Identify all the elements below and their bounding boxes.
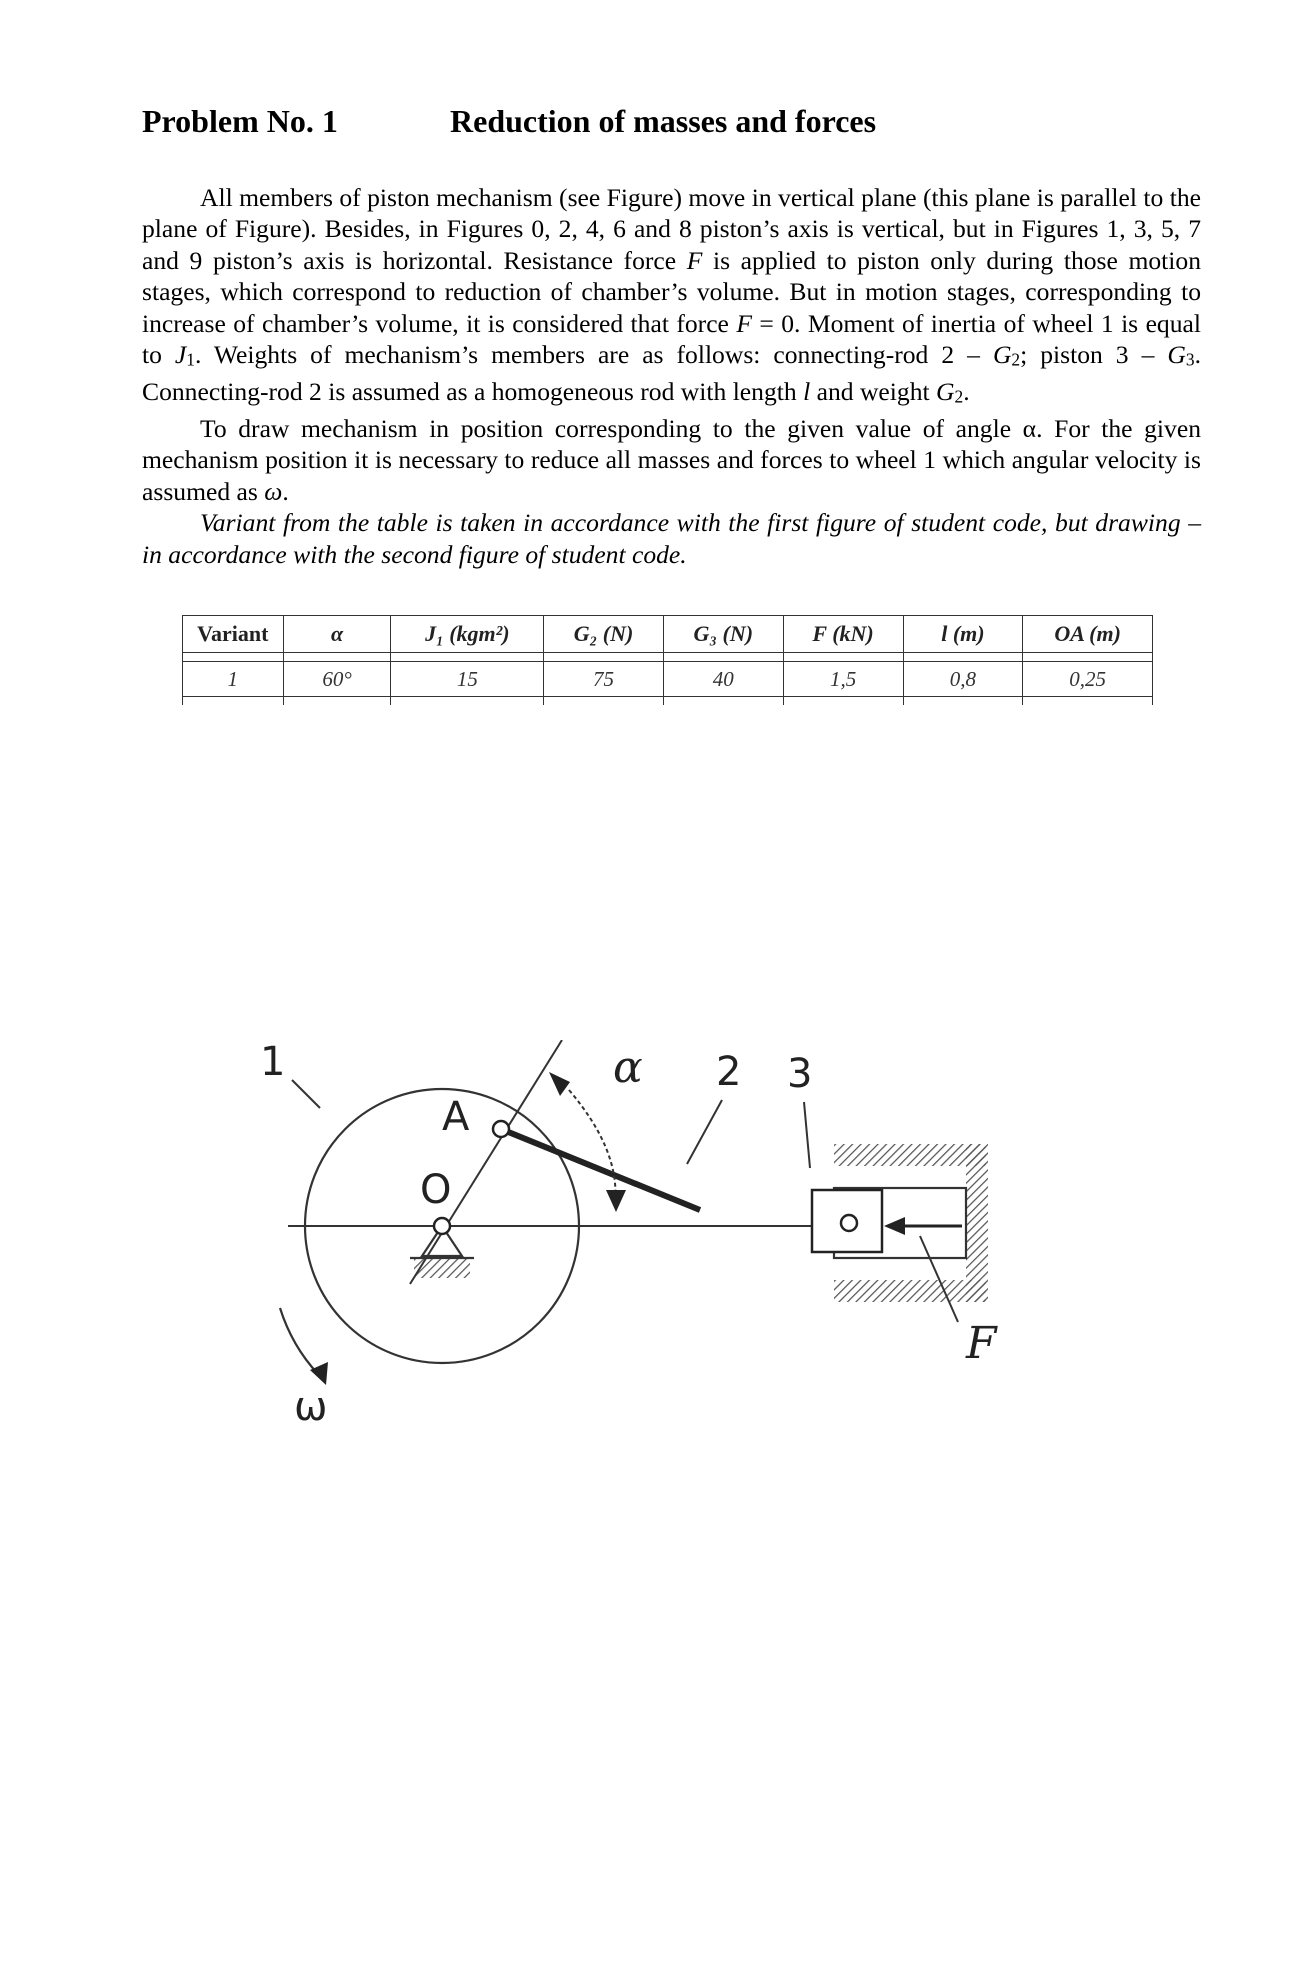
- header-oa: OA (m): [1023, 616, 1153, 653]
- joint-O: [434, 1218, 450, 1234]
- cell-l: 0,8: [903, 662, 1023, 697]
- paragraph-2: To draw mechanism in position corresponding to the given value of angle α. For the given mechanism position it is necessary to reduce all masses and forces to wheel 1 which angular velocity is assumed as ω.: [142, 414, 1201, 506]
- leader-2: [687, 1100, 722, 1164]
- cell-f: 1,5: [783, 662, 903, 697]
- label-3: 3: [787, 1051, 813, 1097]
- cell-variant: 1: [183, 662, 284, 697]
- crank-axis-line: [410, 1040, 562, 1284]
- leader-3: [804, 1102, 810, 1168]
- cell-g3: 40: [663, 662, 783, 697]
- table-row: [183, 662, 1153, 697]
- table-header-row: [183, 616, 1153, 653]
- label-alpha: α: [613, 1042, 643, 1093]
- ground-hatch: [414, 1258, 470, 1278]
- label-2: 2: [716, 1049, 742, 1095]
- alpha-arc: [569, 1090, 615, 1202]
- header-alpha: α: [283, 616, 391, 653]
- cylinder-hatch-right: [966, 1144, 988, 1302]
- cylinder-hatch-top: [834, 1144, 986, 1166]
- connecting-rod-2: [501, 1129, 700, 1210]
- omega-arc: [280, 1308, 318, 1374]
- cylinder-hatch-bottom: [834, 1280, 986, 1302]
- problem-number: Problem No. 1: [142, 103, 338, 139]
- label-F: F: [966, 1318, 997, 1369]
- cell-j1: 15: [391, 662, 544, 697]
- header-l: l (m): [903, 616, 1023, 653]
- header-g3: G₃ (N): [663, 616, 783, 653]
- cell-alpha: 60°: [283, 662, 391, 697]
- header-f: F (kN): [783, 616, 903, 653]
- alpha-arrow-head-top: [549, 1072, 570, 1096]
- label-omega: ω: [294, 1384, 328, 1430]
- label-A: A: [442, 1094, 470, 1140]
- header-variant: Variant: [183, 616, 284, 653]
- cell-g2: 75: [544, 662, 664, 697]
- mechanism-diagram: [260, 1040, 1040, 1460]
- joint-B: [841, 1215, 857, 1231]
- omega-arrow-head: [310, 1362, 328, 1385]
- problem-text: [142, 182, 1201, 570]
- variant-table: [182, 615, 1153, 718]
- paragraph-1: All members of piston mechanism (see Figure) move in vertical plane (this plane is parallel to the plane of Figure). Besides, in Figures 0, 2, 4, 6 and 8 piston’s axis is vertical, but in Figures 1, 3, 5, 7 and 9 piston’s axis is horizontal. Resistance force F is applied to piston only during those motion stages, which correspond to reduction of chamber’s volume. But in motion stages, corresponding to increase of chamber’s volume, it is considered that force F = 0. Moment of inertia of wheel 1 is equal to J1. Weights of mechanism’s members are as follows: connecting-rod 2 – G2; piston 3 – G3. Connecting-rod 2 is assumed as a homogeneous rod with length l and weight G2.: [142, 183, 1201, 407]
- mechanism-figure: [260, 1040, 1040, 1460]
- header-g2: G₂ (N): [544, 616, 664, 653]
- leader-1: [292, 1080, 320, 1108]
- joint-A: [493, 1121, 509, 1137]
- label-O: O: [420, 1167, 452, 1213]
- paragraph-3: Variant from the table is taken in accordance with the first figure of student code, but drawing – in accordance with the second figure of student code.: [142, 508, 1201, 569]
- cell-oa: 0,25: [1023, 662, 1153, 697]
- problem-title: Reduction of masses and forces: [450, 103, 877, 139]
- alpha-arrow-head-bottom: [606, 1190, 626, 1212]
- header-j1: J₁ (kgm²): [391, 616, 544, 653]
- label-wheel-1: 1: [260, 1040, 286, 1085]
